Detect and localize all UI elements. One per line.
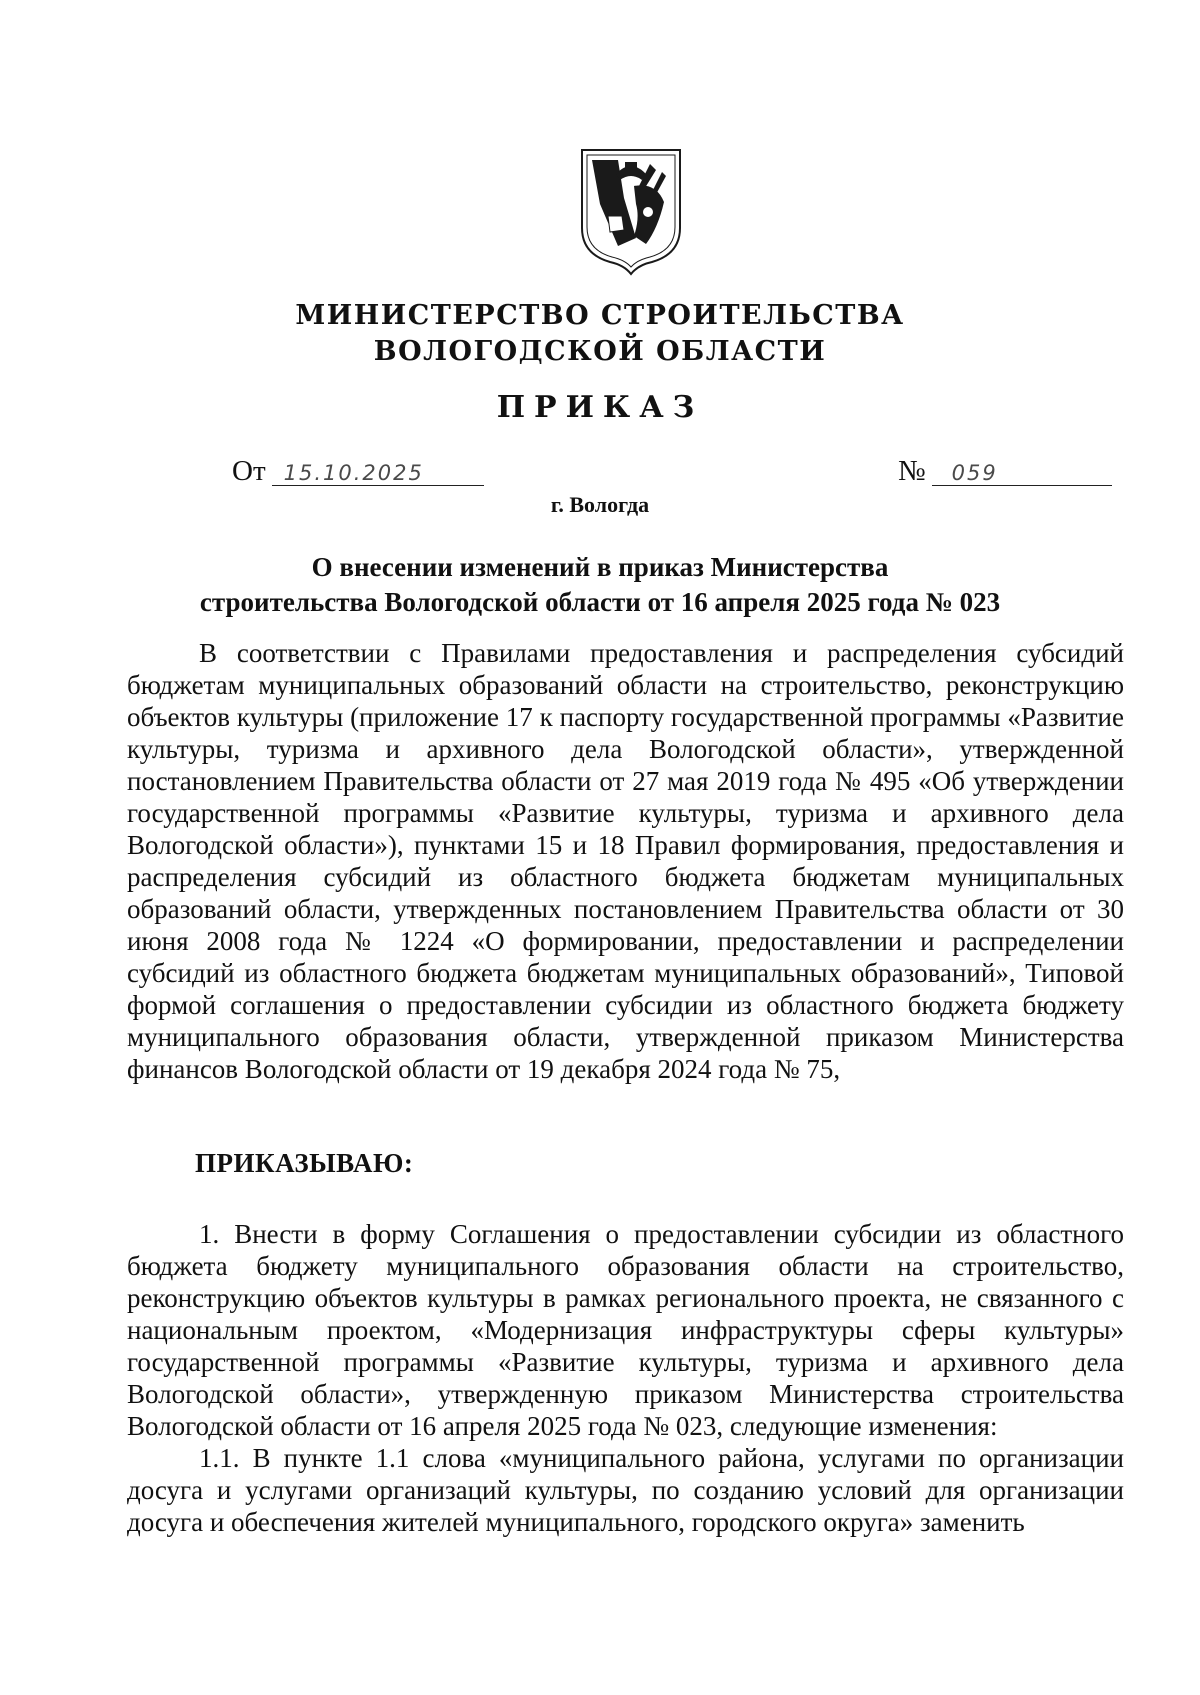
- preamble-block: [127, 637, 1124, 1085]
- document-type: ПРИКАЗ: [496, 390, 704, 425]
- org-name-line-2: ВОЛОГОДСКОЙ ОБЛАСТИ: [373, 336, 827, 367]
- title-line-1: О внесении изменений в приказ Министерства: [311, 552, 889, 582]
- item-1-paragraph: 1. Внести в форму Соглашения о предоставлении субсидии из областного бюджета бюджету муниципального образования области на строительство, реконструкцию объектов культуры в рамках регионального проекта, не связанного с национальным проектом, «Модернизация инфраструктуры сферы культуры» государственной программы «Развитие культуры, туризма и архивного дела Вологодской области», утвержденную приказом Министерства строительства Вологодской области от 16 апреля 2025 года № 023, следующие изменения:: [127, 1219, 1124, 1441]
- number-value: 059: [932, 461, 1112, 486]
- number-prefix: №: [898, 455, 926, 487]
- preamble-paragraph: В соответствии с Правилами предоставления и распределения субсидий бюджетам муниципальных образований области на строительство, реконструкцию объектов культуры (приложение 17 к паспорту государственной программы «Развитие культуры, туризма и архивного дела Вологодской области», утвержденной постановлением Правительства области от 27 мая 2019 года № 495 «Об утверждении государственной программы «Развитие культуры, туризма и архивного дела Вологодской области»), пунктами 15 и 18 Правил формирования, предоставления и распределения субсидий из областного бюджета бюджетам муниципальных образований области, утвержденных постановлением Правительства области от 30 июня 2008 года № 1224 «О формировании, предоставлении и распределении субсидий из областного бюджета бюджетам муниципальных образований», Типовой формой соглашения о предоставлении субсидии из областного бюджета бюджету муниципального образования области, утвержденной приказом Министерства финансов Вологодской области от 19 декабря 2024 года № 75,: [127, 638, 1124, 1084]
- organization-name: [0, 298, 1200, 370]
- title-line-2: строительства Вологодской области от 16 апреля 2025 года № 023: [199, 587, 1001, 617]
- order-items-block: [127, 1218, 1124, 1538]
- coat-of-arms-emblem: [578, 146, 684, 278]
- item-1-1-paragraph: 1.1. В пункте 1.1 слова «муниципального района, услугами по организации досуга и услугами организаций культуры, по созданию условий для организации досуга и обеспечения жителей муниципального, городского округа» заменить: [127, 1443, 1124, 1537]
- city: г. Вологда: [550, 492, 650, 517]
- number-line: [898, 455, 1112, 488]
- date-value: 15.10.2025: [272, 461, 484, 486]
- date-prefix: От: [232, 455, 266, 487]
- order-word: ПРИКАЗЫВАЮ:: [195, 1148, 414, 1178]
- document-title: [0, 550, 1200, 620]
- date-line: [232, 455, 484, 488]
- org-name-line-1: МИНИСТЕРСТВО СТРОИТЕЛЬСТВА: [295, 300, 905, 331]
